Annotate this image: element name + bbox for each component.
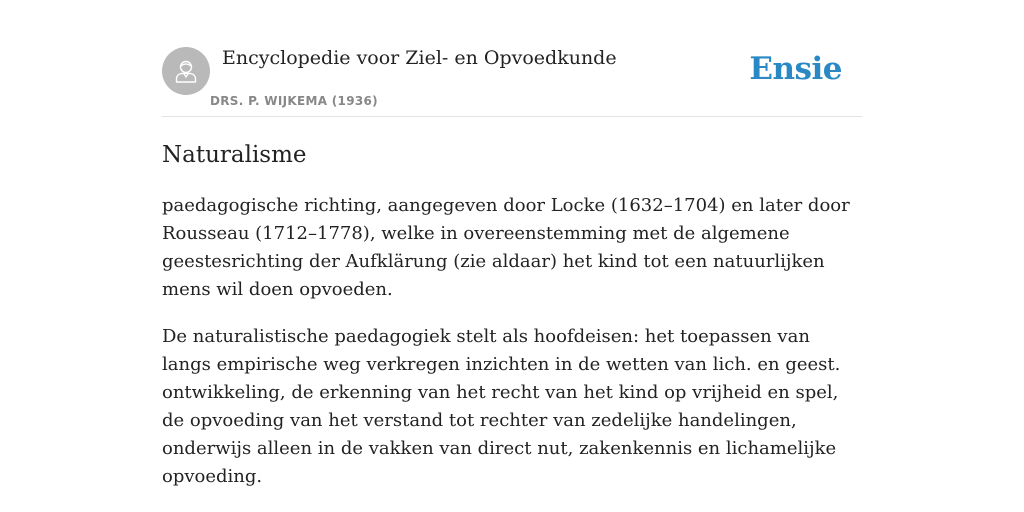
- page-title: Naturalisme: [162, 142, 307, 168]
- book-title[interactable]: Encyclopedie voor Ziel- en Opvoedkunde: [222, 47, 617, 69]
- entry-body: [162, 192, 862, 510]
- paragraph: paedagogische richting, aangegeven door Locke (1632–1704) en later door Rousseau (1712–1778), welke in overeenstemming met de algemene geestesrichting der Aufklärung (zie aldaar) het kind tot een natuurlijken mens wil doen opvoeden.: [162, 195, 850, 300]
- brand-logo[interactable]: Ensie: [749, 51, 842, 87]
- paragraph: De naturalistische paedagogiek stelt als hoofdeisen: het toepassen van langs empirische weg verkregen inzichten in de wetten van lich. en geest. ontwikkeling, de erkenning van het recht van het kind op vrijheid en spel, de opvoeding van het verstand tot rechter van zedelijke handelingen, onderwijs alleen in de vakken van direct nut, zakenkennis en lichamelijke opvoeding.: [162, 326, 841, 487]
- avatar[interactable]: [162, 47, 210, 95]
- entry-header: [162, 0, 862, 117]
- user-icon: [172, 57, 200, 85]
- author-name[interactable]: DRS. P. WIJKEMA (1936): [210, 94, 378, 108]
- entry-card: [162, 0, 862, 487]
